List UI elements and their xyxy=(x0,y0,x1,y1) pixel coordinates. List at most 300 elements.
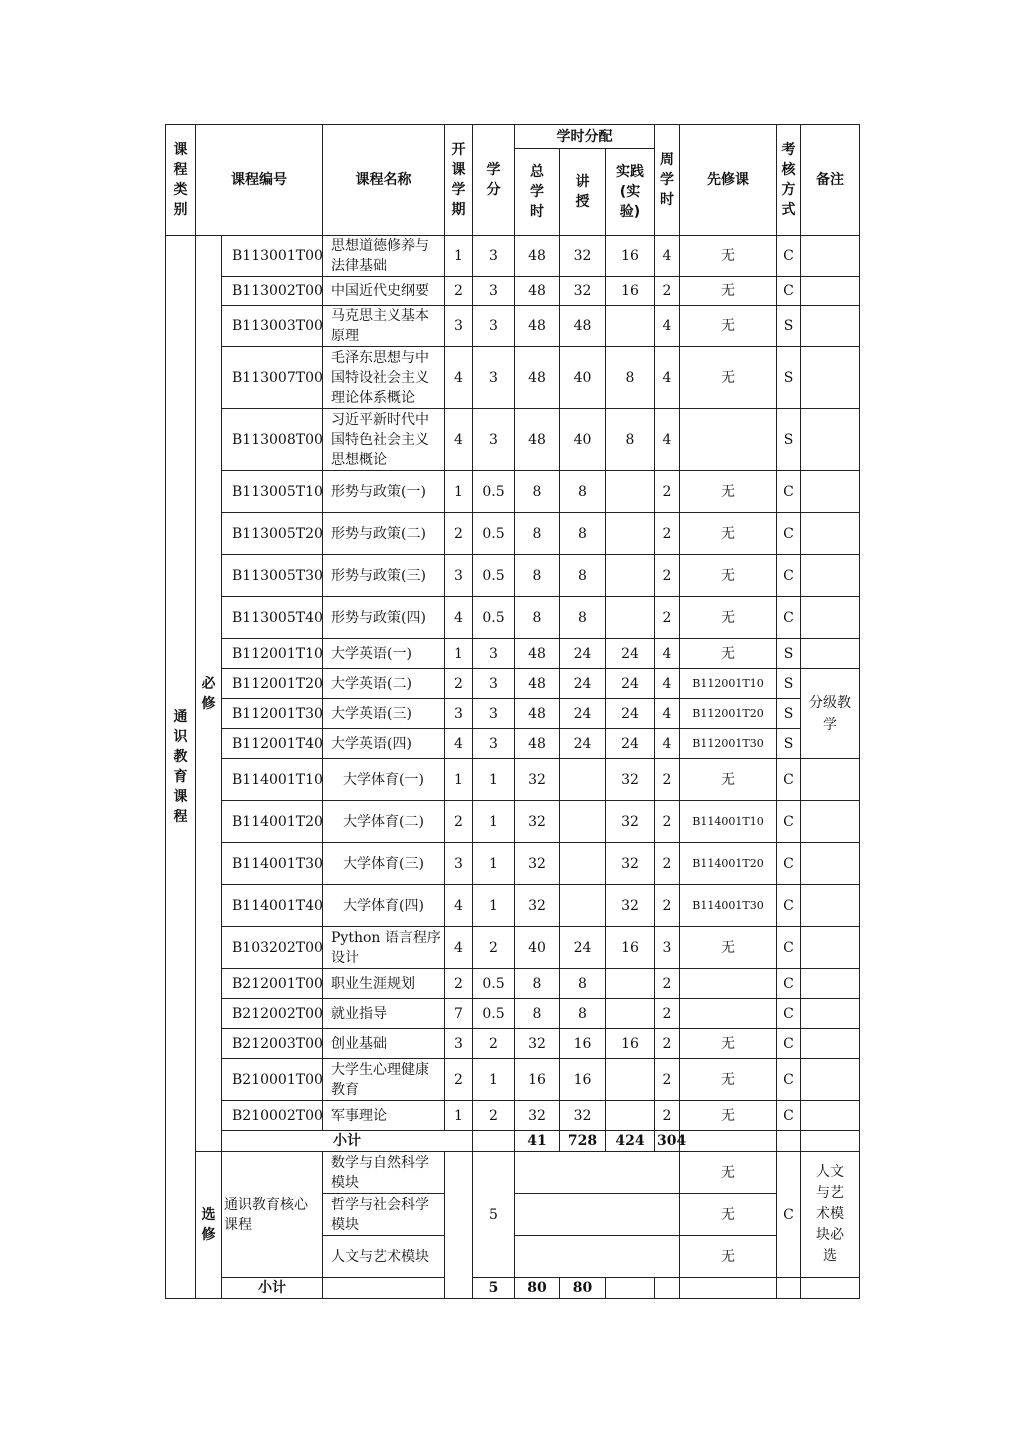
course-exam: S xyxy=(777,347,801,409)
elective-subtotal-empty xyxy=(680,1278,777,1299)
course-name: 毛泽东思想与中国特设社会主义理论体系概论 xyxy=(323,347,445,409)
course-semester: 2 xyxy=(445,801,473,843)
course-lecture-hours: 48 xyxy=(560,306,606,347)
course-prereq: 无 xyxy=(680,471,777,513)
remark-cell xyxy=(801,513,860,555)
course-code: B112001T40 xyxy=(222,729,323,759)
course-lecture-hours: 8 xyxy=(560,471,606,513)
course-semester: 4 xyxy=(445,729,473,759)
header-name: 课程名称 xyxy=(323,125,445,236)
course-weekly-hours: 2 xyxy=(655,801,680,843)
course-code: B114001T40 xyxy=(222,885,323,927)
course-lecture-hours xyxy=(560,885,606,927)
remark-cell xyxy=(801,801,860,843)
course-name: 习近平新时代中国特色社会主义思想概论 xyxy=(323,409,445,471)
course-total-hours: 32 xyxy=(515,801,560,843)
remark-cell xyxy=(801,277,860,306)
course-exam: C xyxy=(777,471,801,513)
course-prereq: 无 xyxy=(680,513,777,555)
course-lecture-hours: 32 xyxy=(560,277,606,306)
course-prereq: B112001T20 xyxy=(680,699,777,729)
course-credit: 2 xyxy=(473,927,515,969)
course-semester: 4 xyxy=(445,347,473,409)
table-row xyxy=(166,1059,860,1101)
course-practice-hours: 32 xyxy=(606,843,655,885)
elective-cell xyxy=(196,1152,222,1299)
course-practice-hours xyxy=(606,471,655,513)
course-name: 大学体育(二) xyxy=(323,801,445,843)
subtotal-row xyxy=(166,1131,860,1152)
course-exam: C xyxy=(777,597,801,639)
course-exam: C xyxy=(777,927,801,969)
table-row xyxy=(166,969,860,999)
course-semester: 1 xyxy=(445,759,473,801)
course-practice-hours: 24 xyxy=(606,699,655,729)
elective-subtotal-total-hours: 80 xyxy=(515,1278,560,1299)
course-practice-hours: 32 xyxy=(606,885,655,927)
course-lecture-hours: 8 xyxy=(560,999,606,1029)
course-total-hours: 48 xyxy=(515,236,560,277)
course-credit: 1 xyxy=(473,801,515,843)
remark-cell xyxy=(801,927,860,969)
course-prereq: 无 xyxy=(680,277,777,306)
elective-exam: C xyxy=(777,1152,801,1278)
header-credit: 学分 xyxy=(473,125,515,236)
course-credit: 0.5 xyxy=(473,471,515,513)
course-practice-hours xyxy=(606,1101,655,1131)
course-credit: 3 xyxy=(473,347,515,409)
course-weekly-hours: 2 xyxy=(655,843,680,885)
elective-subtotal-empty xyxy=(801,1278,860,1299)
category-label: 通识教育课程 xyxy=(173,709,188,825)
course-exam: C xyxy=(777,236,801,277)
elective-module-name: 人文与艺术模块 xyxy=(323,1236,445,1278)
remark-cell xyxy=(801,471,860,513)
course-weekly-hours: 4 xyxy=(655,639,680,669)
course-practice-hours: 24 xyxy=(606,729,655,759)
course-weekly-hours: 2 xyxy=(655,885,680,927)
course-prereq: 无 xyxy=(680,1029,777,1059)
course-semester: 4 xyxy=(445,885,473,927)
course-credit: 2 xyxy=(473,1029,515,1059)
course-semester: 3 xyxy=(445,699,473,729)
course-credit: 3 xyxy=(473,729,515,759)
course-credit: 3 xyxy=(473,236,515,277)
course-semester: 3 xyxy=(445,1029,473,1059)
course-lecture-hours xyxy=(560,843,606,885)
course-exam: C xyxy=(777,843,801,885)
course-prereq: B112001T30 xyxy=(680,729,777,759)
course-name: 形势与政策(二) xyxy=(323,513,445,555)
course-code: B113005T40 xyxy=(222,597,323,639)
table-row xyxy=(166,409,860,471)
course-name: 马克思主义基本原理 xyxy=(323,306,445,347)
course-lecture-hours: 40 xyxy=(560,347,606,409)
table-row xyxy=(166,843,860,885)
subtotal-empty xyxy=(801,1131,860,1152)
elective-hours xyxy=(515,1152,680,1194)
course-name: 大学体育(四) xyxy=(323,885,445,927)
course-prereq xyxy=(680,409,777,471)
course-practice-hours: 8 xyxy=(606,409,655,471)
course-weekly-hours: 2 xyxy=(655,969,680,999)
course-practice-hours: 32 xyxy=(606,801,655,843)
subtotal-label: 小计 xyxy=(222,1131,473,1152)
course-code: B113005T30 xyxy=(222,555,323,597)
course-exam: C xyxy=(777,759,801,801)
course-total-hours: 8 xyxy=(515,999,560,1029)
course-semester: 4 xyxy=(445,597,473,639)
course-prereq: 无 xyxy=(680,347,777,409)
table-row xyxy=(166,555,860,597)
curriculum-table xyxy=(165,124,860,1299)
course-lecture-hours: 8 xyxy=(560,555,606,597)
course-credit: 3 xyxy=(473,277,515,306)
course-code: B114001T30 xyxy=(222,843,323,885)
course-code: B210001T00 xyxy=(222,1059,323,1101)
course-practice-hours: 16 xyxy=(606,277,655,306)
header-code: 课程编号 xyxy=(196,125,323,236)
course-weekly-hours: 4 xyxy=(655,347,680,409)
elective-subtotal-lecture-hours: 80 xyxy=(560,1278,606,1299)
course-practice-hours: 16 xyxy=(606,927,655,969)
course-practice-hours xyxy=(606,597,655,639)
course-name: 大学英语(二) xyxy=(323,669,445,699)
course-name: 大学英语(三) xyxy=(323,699,445,729)
course-exam: C xyxy=(777,801,801,843)
header-lecture: 讲授 xyxy=(560,149,606,236)
course-name: 大学体育(一) xyxy=(323,759,445,801)
course-weekly-hours: 2 xyxy=(655,471,680,513)
subtotal-empty xyxy=(680,1131,777,1152)
course-prereq: B114001T30 xyxy=(680,885,777,927)
course-prereq xyxy=(680,969,777,999)
elective-course-code: 通识教育核心课程 xyxy=(222,1152,323,1278)
course-semester: 2 xyxy=(445,669,473,699)
remark-cell xyxy=(801,969,860,999)
course-weekly-hours: 4 xyxy=(655,306,680,347)
course-credit: 1 xyxy=(473,1059,515,1101)
course-exam: C xyxy=(777,1101,801,1131)
course-practice-hours xyxy=(606,306,655,347)
elective-semester xyxy=(445,1152,473,1299)
course-weekly-hours: 2 xyxy=(655,513,680,555)
course-exam: S xyxy=(777,729,801,759)
course-practice-hours: 8 xyxy=(606,347,655,409)
elective-subtotal-label: 小计 xyxy=(222,1278,323,1299)
course-total-hours: 40 xyxy=(515,927,560,969)
course-exam: S xyxy=(777,669,801,699)
elective-prereq: 无 xyxy=(680,1194,777,1236)
course-credit: 3 xyxy=(473,306,515,347)
course-name: 中国近代史纲要 xyxy=(323,277,445,306)
course-exam: C xyxy=(777,1029,801,1059)
remark-cell xyxy=(801,1101,860,1131)
course-total-hours: 32 xyxy=(515,759,560,801)
elective-prereq: 无 xyxy=(680,1236,777,1278)
course-total-hours: 8 xyxy=(515,471,560,513)
course-prereq: 无 xyxy=(680,1059,777,1101)
course-credit: 1 xyxy=(473,843,515,885)
course-weekly-hours: 2 xyxy=(655,555,680,597)
elective-subtotal-row xyxy=(166,1278,860,1299)
course-credit: 3 xyxy=(473,669,515,699)
course-credit: 0.5 xyxy=(473,969,515,999)
course-practice-hours xyxy=(606,999,655,1029)
course-exam: S xyxy=(777,306,801,347)
remark-cell xyxy=(801,639,860,669)
table-row xyxy=(166,669,860,699)
course-lecture-hours: 32 xyxy=(560,1101,606,1131)
course-name: 军事理论 xyxy=(323,1101,445,1131)
remark-cell xyxy=(801,597,860,639)
header-hours-group: 学时分配 xyxy=(515,125,655,149)
course-weekly-hours: 4 xyxy=(655,409,680,471)
course-semester: 1 xyxy=(445,471,473,513)
course-prereq: 无 xyxy=(680,927,777,969)
course-prereq xyxy=(680,999,777,1029)
course-semester: 1 xyxy=(445,639,473,669)
header-prereq: 先修课 xyxy=(680,125,777,236)
table-row xyxy=(166,885,860,927)
course-code: B113005T20 xyxy=(222,513,323,555)
course-lecture-hours: 24 xyxy=(560,927,606,969)
course-semester: 3 xyxy=(445,555,473,597)
course-total-hours: 48 xyxy=(515,669,560,699)
course-credit: 0.5 xyxy=(473,597,515,639)
subtotal-credit: 41 xyxy=(515,1131,560,1152)
course-credit: 1 xyxy=(473,885,515,927)
course-weekly-hours: 2 xyxy=(655,277,680,306)
course-total-hours: 32 xyxy=(515,843,560,885)
course-total-hours: 16 xyxy=(515,1059,560,1101)
course-weekly-hours: 2 xyxy=(655,999,680,1029)
remark-cell xyxy=(801,759,860,801)
remark-cell: 分级教学 xyxy=(801,669,860,759)
course-exam: S xyxy=(777,699,801,729)
elective-subtotal-empty xyxy=(606,1278,655,1299)
table-row xyxy=(166,471,860,513)
course-prereq: 无 xyxy=(680,236,777,277)
course-exam: C xyxy=(777,999,801,1029)
course-name: Python 语言程序设计 xyxy=(323,927,445,969)
subtotal-total-hours: 728 xyxy=(560,1131,606,1152)
header-practice: 实践(实验) xyxy=(606,149,655,236)
course-lecture-hours: 32 xyxy=(560,236,606,277)
course-code: B112001T20 xyxy=(222,669,323,699)
course-lecture-hours: 24 xyxy=(560,639,606,669)
course-practice-hours xyxy=(606,513,655,555)
subtotal-semester xyxy=(473,1131,515,1152)
course-credit: 0.5 xyxy=(473,513,515,555)
course-semester: 2 xyxy=(445,513,473,555)
header-semester: 开课学期 xyxy=(445,125,473,236)
elective-subtotal-empty xyxy=(777,1278,801,1299)
course-weekly-hours: 4 xyxy=(655,729,680,759)
remark-cell xyxy=(801,409,860,471)
remark-cell xyxy=(801,306,860,347)
course-prereq: 无 xyxy=(680,639,777,669)
course-code: B212003T00 xyxy=(222,1029,323,1059)
course-name: 大学生心理健康教育 xyxy=(323,1059,445,1101)
required-cell xyxy=(196,236,222,1152)
course-credit: 0.5 xyxy=(473,555,515,597)
course-lecture-hours xyxy=(560,759,606,801)
course-practice-hours xyxy=(606,555,655,597)
course-practice-hours: 32 xyxy=(606,759,655,801)
course-credit: 3 xyxy=(473,639,515,669)
header-exam: 考核方式 xyxy=(777,125,801,236)
table-row xyxy=(166,236,860,277)
course-total-hours: 8 xyxy=(515,969,560,999)
course-exam: S xyxy=(777,409,801,471)
elective-hours xyxy=(515,1194,680,1236)
course-lecture-hours: 8 xyxy=(560,597,606,639)
course-code: B112001T30 xyxy=(222,699,323,729)
course-weekly-hours: 3 xyxy=(655,927,680,969)
course-prereq: B112001T10 xyxy=(680,669,777,699)
course-lecture-hours: 24 xyxy=(560,729,606,759)
elective-prereq: 无 xyxy=(680,1152,777,1194)
course-code: B113001T00 xyxy=(222,236,323,277)
table-row xyxy=(166,999,860,1029)
course-total-hours: 32 xyxy=(515,885,560,927)
course-code: B212001T00 xyxy=(222,969,323,999)
course-code: B114001T20 xyxy=(222,801,323,843)
course-lecture-hours: 24 xyxy=(560,669,606,699)
elective-label: 选修 xyxy=(201,1207,216,1243)
course-name: 形势与政策(一) xyxy=(323,471,445,513)
course-credit: 1 xyxy=(473,759,515,801)
subtotal-empty xyxy=(777,1131,801,1152)
header-category: 课程类别 xyxy=(166,125,196,236)
table-row xyxy=(166,513,860,555)
remark-cell xyxy=(801,347,860,409)
category-cell xyxy=(166,236,196,1299)
table-row xyxy=(166,801,860,843)
course-prereq: 无 xyxy=(680,597,777,639)
course-total-hours: 48 xyxy=(515,699,560,729)
course-prereq: 无 xyxy=(680,306,777,347)
course-semester: 3 xyxy=(445,843,473,885)
course-code: B103202T00 xyxy=(222,927,323,969)
course-name: 形势与政策(四) xyxy=(323,597,445,639)
course-name: 大学英语(一) xyxy=(323,639,445,669)
remark-cell xyxy=(801,236,860,277)
course-semester: 4 xyxy=(445,927,473,969)
course-exam: C xyxy=(777,555,801,597)
course-total-hours: 48 xyxy=(515,729,560,759)
course-prereq: B114001T10 xyxy=(680,801,777,843)
course-lecture-hours: 40 xyxy=(560,409,606,471)
table-row xyxy=(166,1029,860,1059)
remark-cell xyxy=(801,885,860,927)
table-row xyxy=(166,639,860,669)
course-practice-hours: 16 xyxy=(606,236,655,277)
course-prereq: 无 xyxy=(680,759,777,801)
table-row xyxy=(166,699,860,729)
course-code: B210002T00 xyxy=(222,1101,323,1131)
course-exam: C xyxy=(777,513,801,555)
subtotal-lecture-hours: 424 xyxy=(606,1131,655,1152)
table-row xyxy=(166,729,860,759)
course-practice-hours: 16 xyxy=(606,1029,655,1059)
course-credit: 0.5 xyxy=(473,999,515,1029)
course-exam: C xyxy=(777,1059,801,1101)
course-semester: 1 xyxy=(445,1101,473,1131)
course-prereq: 无 xyxy=(680,1101,777,1131)
course-practice-hours: 24 xyxy=(606,639,655,669)
course-name: 就业指导 xyxy=(323,999,445,1029)
table-row xyxy=(166,597,860,639)
table-row xyxy=(166,306,860,347)
course-semester: 3 xyxy=(445,306,473,347)
course-total-hours: 48 xyxy=(515,277,560,306)
header-remark: 备注 xyxy=(801,125,860,236)
course-lecture-hours: 16 xyxy=(560,1059,606,1101)
elective-row xyxy=(166,1152,860,1194)
course-name: 创业基础 xyxy=(323,1029,445,1059)
course-name: 思想道德修养与法律基础 xyxy=(323,236,445,277)
course-semester: 2 xyxy=(445,277,473,306)
course-exam: C xyxy=(777,969,801,999)
course-total-hours: 48 xyxy=(515,306,560,347)
course-code: B113005T10 xyxy=(222,471,323,513)
course-total-hours: 8 xyxy=(515,597,560,639)
course-code: B113003T00 xyxy=(222,306,323,347)
elective-module-name: 数学与自然科学模块 xyxy=(323,1152,445,1194)
table-row xyxy=(166,927,860,969)
course-code: B113007T00 xyxy=(222,347,323,409)
course-semester: 7 xyxy=(445,999,473,1029)
course-credit: 2 xyxy=(473,1101,515,1131)
course-practice-hours: 24 xyxy=(606,669,655,699)
subtotal-practice-hours: 304 xyxy=(655,1131,680,1152)
course-total-hours: 8 xyxy=(515,555,560,597)
elective-credit: 5 xyxy=(473,1152,515,1278)
elective-subtotal-name xyxy=(323,1278,445,1299)
course-code: B212002T00 xyxy=(222,999,323,1029)
course-weekly-hours: 4 xyxy=(655,236,680,277)
course-total-hours: 48 xyxy=(515,347,560,409)
course-total-hours: 32 xyxy=(515,1029,560,1059)
elective-subtotal-empty xyxy=(655,1278,680,1299)
remark-cell xyxy=(801,999,860,1029)
course-prereq: B114001T20 xyxy=(680,843,777,885)
course-semester: 1 xyxy=(445,236,473,277)
elective-module-name: 哲学与社会科学模块 xyxy=(323,1194,445,1236)
table-row xyxy=(166,277,860,306)
course-semester: 4 xyxy=(445,409,473,471)
remark-cell xyxy=(801,1059,860,1101)
course-total-hours: 48 xyxy=(515,409,560,471)
course-exam: C xyxy=(777,277,801,306)
course-total-hours: 48 xyxy=(515,639,560,669)
elective-hours xyxy=(515,1236,680,1278)
course-lecture-hours: 24 xyxy=(560,699,606,729)
course-weekly-hours: 2 xyxy=(655,759,680,801)
course-code: B113002T00 xyxy=(222,277,323,306)
course-weekly-hours: 2 xyxy=(655,1101,680,1131)
course-lecture-hours: 8 xyxy=(560,969,606,999)
course-total-hours: 8 xyxy=(515,513,560,555)
table-row xyxy=(166,347,860,409)
course-code: B112001T10 xyxy=(222,639,323,669)
course-practice-hours xyxy=(606,969,655,999)
course-exam: S xyxy=(777,639,801,669)
course-name: 职业生涯规划 xyxy=(323,969,445,999)
header-total: 总学时 xyxy=(515,149,560,236)
